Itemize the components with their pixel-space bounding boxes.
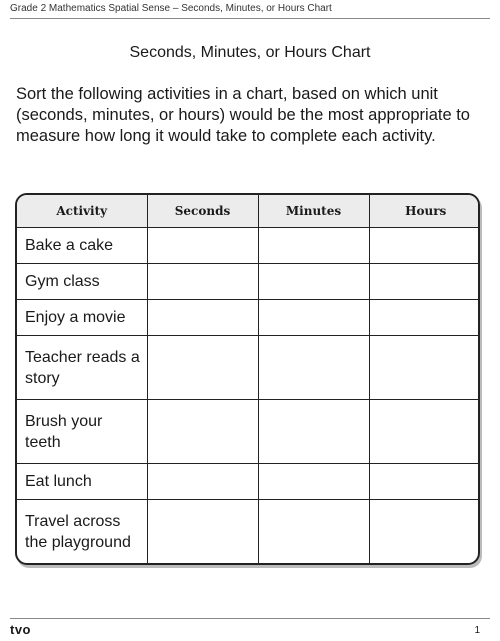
activity-cell: Enjoy a movie [17, 300, 147, 336]
minutes-cell[interactable] [258, 228, 369, 264]
header-activity: Activity [17, 195, 147, 228]
footer-divider [10, 618, 490, 619]
table-row [17, 464, 480, 500]
hours-cell[interactable] [369, 500, 480, 564]
table-row [17, 400, 480, 464]
minutes-cell[interactable] [258, 300, 369, 336]
seconds-cell[interactable] [147, 464, 258, 500]
table-row [17, 228, 480, 264]
activity-cell: Eat lunch [17, 464, 147, 500]
activity-table [17, 195, 480, 564]
hours-cell[interactable] [369, 336, 480, 400]
header-seconds: Seconds [147, 195, 258, 228]
minutes-cell[interactable] [258, 400, 369, 464]
minutes-cell[interactable] [258, 464, 369, 500]
table-row [17, 336, 480, 400]
hours-cell[interactable] [369, 300, 480, 336]
activity-cell: Teacher reads a story [17, 336, 147, 400]
activity-cell: Travel across the playground [17, 500, 147, 564]
activity-cell: Brush your teeth [17, 400, 147, 464]
table-row [17, 264, 480, 300]
header-hours: Hours [369, 195, 480, 228]
activity-cell: Gym class [17, 264, 147, 300]
table-row [17, 300, 480, 336]
hours-cell[interactable] [369, 464, 480, 500]
activity-chart [15, 193, 480, 565]
minutes-cell[interactable] [258, 336, 369, 400]
seconds-cell[interactable] [147, 336, 258, 400]
header-divider [10, 18, 490, 19]
document-header: Grade 2 Mathematics Spatial Sense – Seconds, Minutes, or Hours Chart [10, 3, 332, 14]
hours-cell[interactable] [369, 400, 480, 464]
table-row [17, 500, 480, 564]
seconds-cell[interactable] [147, 500, 258, 564]
page-number: 1 [474, 625, 480, 636]
seconds-cell[interactable] [147, 300, 258, 336]
minutes-cell[interactable] [258, 264, 369, 300]
seconds-cell[interactable] [147, 228, 258, 264]
hours-cell[interactable] [369, 228, 480, 264]
header-minutes: Minutes [258, 195, 369, 228]
minutes-cell[interactable] [258, 500, 369, 564]
seconds-cell[interactable] [147, 264, 258, 300]
hours-cell[interactable] [369, 264, 480, 300]
tvo-logo: tvo [10, 622, 31, 637]
table-header-row [17, 195, 480, 228]
instructions-text: Sort the following activities in a chart, based on which unit (seconds, minutes, or hours) would be the most appropriate to measure how long it would take to complete each activity. [16, 85, 470, 145]
activity-cell: Bake a cake [17, 228, 147, 264]
seconds-cell[interactable] [147, 400, 258, 464]
page-title: Seconds, Minutes, or Hours Chart [129, 44, 371, 61]
